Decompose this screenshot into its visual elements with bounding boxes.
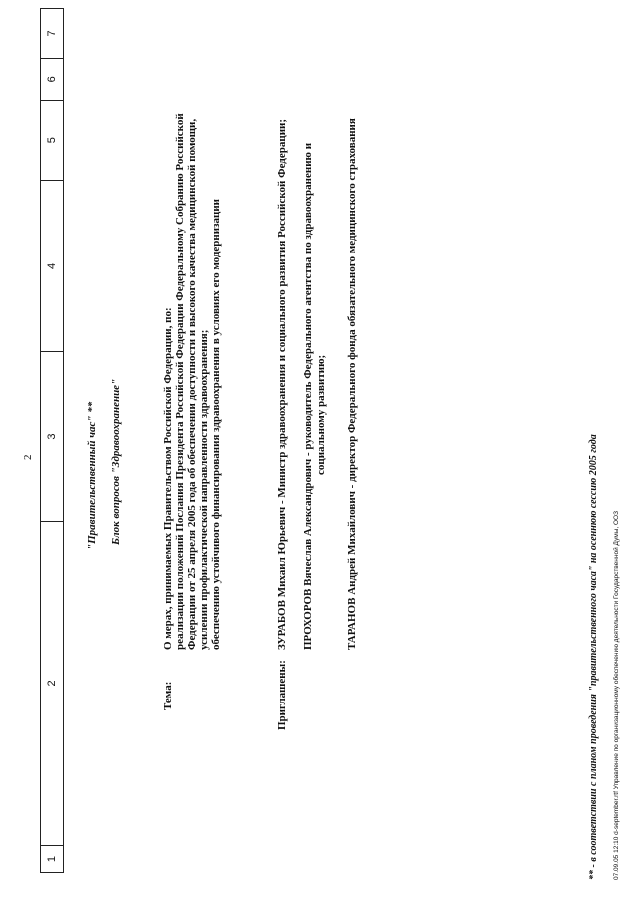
invited-person-prokhorov: [302, 30, 328, 650]
topic-line: усилении профилактической направленности здравоохранения;: [198, 329, 210, 650]
topic-line: обеспечению устойчивого финансирования здравоохранения в условиях его модернизации: [210, 198, 222, 650]
topic-line: реализации положений Послания Президента Российской Федерации Федеральному Собранию Российской: [174, 113, 186, 650]
column-number-row: [40, 8, 64, 873]
block-title: Блок вопросов "Здравоохранение": [110, 378, 122, 545]
invited-person-prokhorov-line2: социальному развитию;: [315, 354, 327, 475]
topic-line: Федерации от 25 апреля 2005 года об обеспечении доступности и высокого качества медицинской помощи,: [186, 118, 198, 650]
column-number: 3: [41, 351, 63, 521]
column-number: 6: [41, 58, 63, 100]
footnote: ** - в соответствии с планом проведения "правительственного часа" на осеннюю сессию 2005 года: [588, 434, 599, 880]
invited-person-zurabov: ЗУРАБОВ Михаил Юрьевич - Министр здравоохранения и социального развития Российской Федерации;: [276, 118, 288, 650]
topic-line: О мерах, принимаемых Правительством Российской Федерации, по:: [162, 307, 174, 650]
column-number: 5: [41, 100, 63, 180]
invited-label: Приглашены:: [276, 660, 288, 730]
column-number: 7: [46, 30, 58, 37]
topic-section: [162, 90, 222, 710]
invited-person-taranov: ТАРАНОВ Андрей Михайлович - директор Федерального фонда обязательного медицинского страхования: [346, 118, 358, 650]
topic-label: Тема:: [162, 681, 174, 710]
column-number: 2: [41, 521, 63, 845]
document-footer: 07.09.05 12:10 d-september.rtf Управление по организационному обеспечению деятельности Государственной Думы, ООЗ: [613, 510, 620, 880]
government-hour-title: "Правительственный час" **: [86, 401, 98, 550]
invited-person-prokhorov-line1: ПРОХОРОВ Вячеслав Александрович - руководитель Федерального агентства по здравоохранению и: [302, 142, 314, 650]
page-number: 2: [22, 454, 34, 460]
column-number: 4: [41, 180, 63, 352]
column-number: 1: [41, 845, 63, 872]
